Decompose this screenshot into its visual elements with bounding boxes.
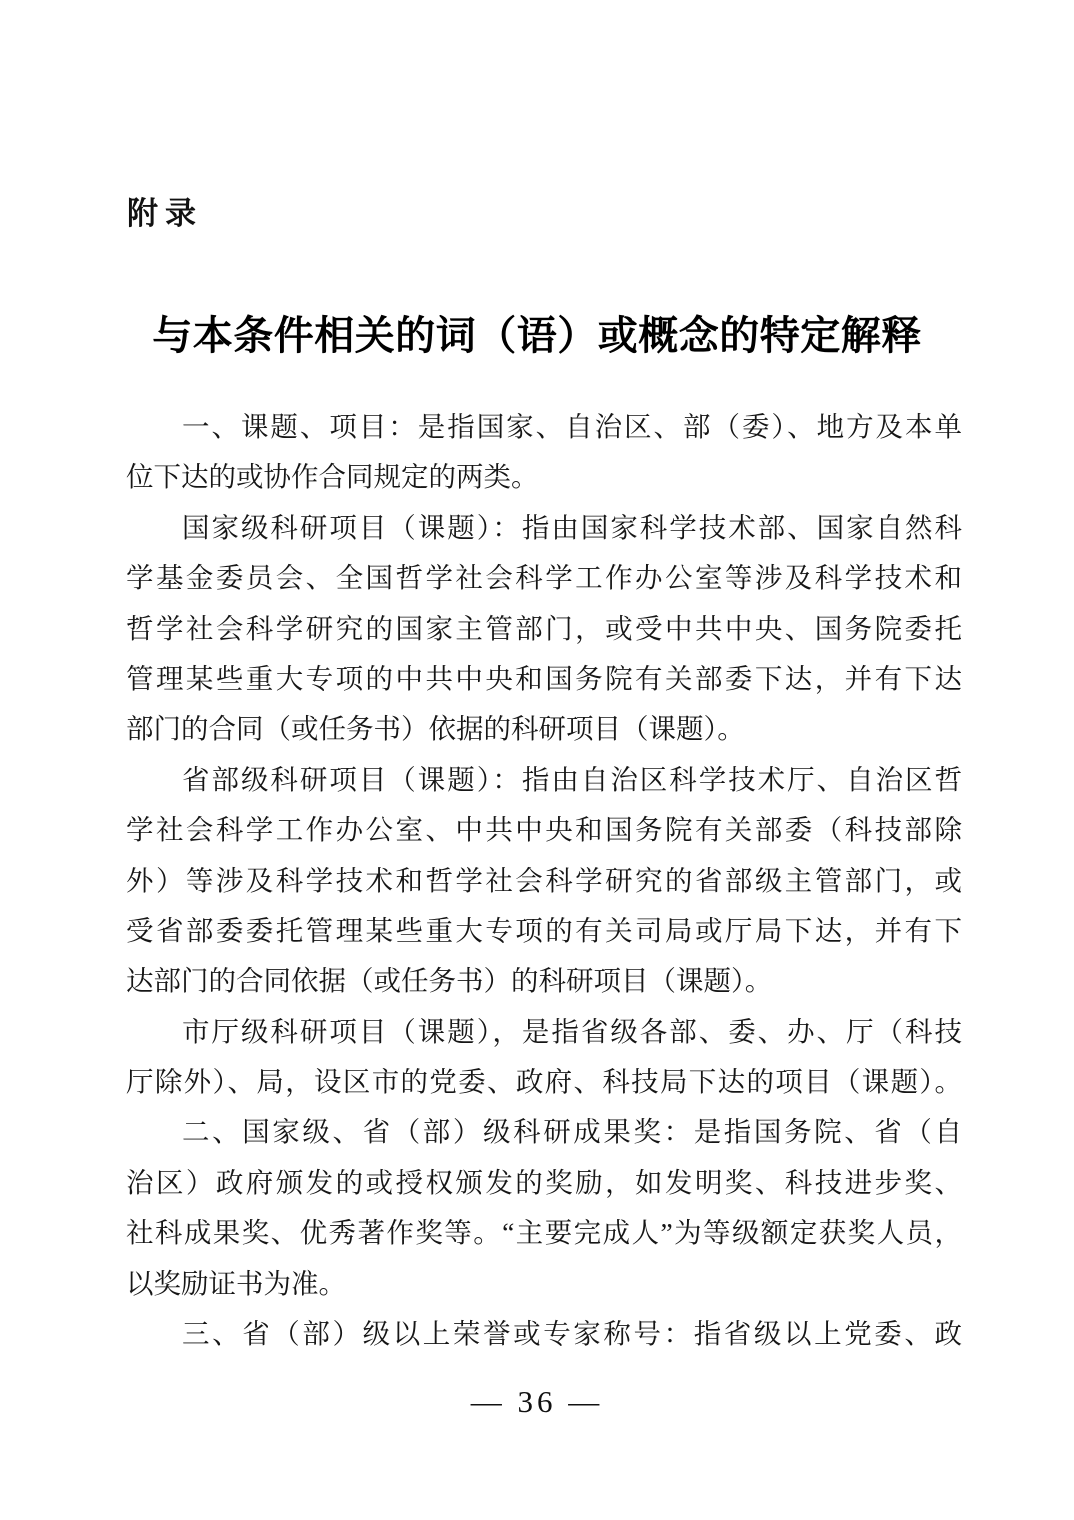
body-line: 厅除外）、局，设区市的党委、政府、科技局下达的项目（课题）。 <box>126 1066 962 1098</box>
body-line: 学社会科学工作办公室、中共中央和国务院有关部委（科技部除 <box>126 814 962 846</box>
body-line: 位下达的或协作合同规定的两类。 <box>126 461 539 493</box>
document-body <box>126 402 962 1359</box>
body-line: 以奖励证书为准。 <box>126 1267 346 1299</box>
page-title: 与本条件相关的词（语）或概念的特定解释 <box>152 312 922 358</box>
body-line: 管理某些重大专项的中共中央和国务院有关部委下达，并有下达 <box>126 662 962 694</box>
body-line: 一、课题、项目：是指国家、自治区、部（委）、地方及本单 <box>182 411 962 442</box>
body-line: 国家级科研项目（课题）：指由国家科学技术部、国家自然科 <box>182 511 962 543</box>
body-line: 二、国家级、省（部）级科研成果奖：是指国务院、省（自 <box>182 1116 962 1148</box>
appendix-label: 附录 <box>127 196 203 231</box>
body-line: 社科成果奖、优秀著作奖等。“主要完成人”为等级额定获奖人员， <box>126 1217 962 1249</box>
body-line: 达部门的合同依据（或任务书）的科研项目（课题）。 <box>126 965 773 997</box>
body-line: 受省部委委托管理某些重大专项的有关司局或厅局下达，并有下 <box>126 914 962 946</box>
body-line: 学基金委员会、全国哲学社会科学工作办公室等涉及科学技术和 <box>126 562 962 594</box>
body-line: 哲学社会科学研究的国家主管部门，或受中共中央、国务院委托 <box>126 612 962 644</box>
body-line: 三、省（部）级以上荣誉或专家称号：指省级以上党委、政 <box>182 1318 962 1350</box>
body-line: 省部级科研项目（课题）：指由自治区科学技术厅、自治区哲 <box>182 763 962 795</box>
body-line: 部门的合同（或任务书）依据的科研项目（课题）。 <box>126 713 745 745</box>
body-line: 治区）政府颁发的或授权颁发的奖励，如发明奖、科技进步奖、 <box>126 1166 962 1198</box>
body-line: 市厅级科研项目（课题），是指省级各部、委、办、厅（科技 <box>182 1015 962 1047</box>
body-line: 外）等涉及科学技术和哲学社会科学研究的省部级主管部门，或 <box>126 864 962 896</box>
page-number: — 36 — <box>470 1384 604 1419</box>
